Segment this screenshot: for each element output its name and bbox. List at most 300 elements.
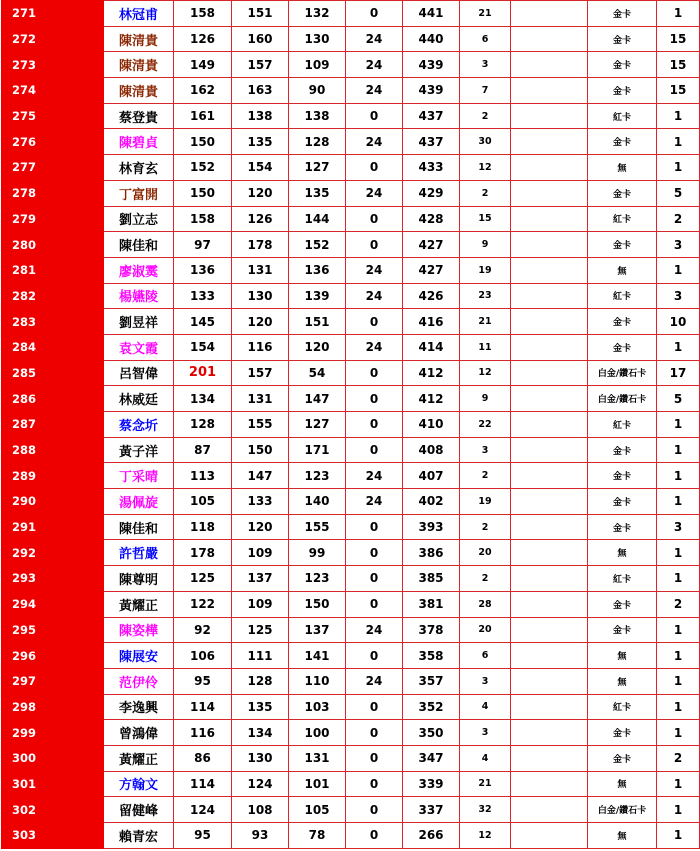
table-row [2, 745, 700, 771]
card-type-cell: 無 [588, 823, 657, 849]
score-c-cell: 123 [289, 566, 346, 592]
score-c-cell: 135 [289, 180, 346, 206]
note-cell [511, 540, 588, 566]
score-b-cell: 155 [232, 412, 289, 438]
score-b-cell: 137 [232, 566, 289, 592]
score-a-cell: 97 [174, 232, 232, 258]
rank-cell: 291 [2, 514, 104, 540]
count-cell: 3 [460, 437, 511, 463]
table-row [2, 591, 700, 617]
score-b-cell: 150 [232, 437, 289, 463]
handicap-cell: 24 [346, 257, 403, 283]
count-cell: 3 [460, 720, 511, 746]
score-c-cell: 127 [289, 412, 346, 438]
table-row [2, 155, 700, 181]
handicap-cell: 0 [346, 694, 403, 720]
total-cell: 358 [403, 643, 460, 669]
card-type-cell: 無 [588, 540, 657, 566]
card-type-cell: 金卡 [588, 437, 657, 463]
score-a-cell: 87 [174, 437, 232, 463]
times-cell: 1 [657, 694, 700, 720]
count-cell: 32 [460, 797, 511, 823]
times-cell: 1 [657, 540, 700, 566]
note-cell [511, 360, 588, 386]
total-cell: 337 [403, 797, 460, 823]
count-cell: 2 [460, 463, 511, 489]
count-cell: 28 [460, 591, 511, 617]
score-a-cell: 86 [174, 745, 232, 771]
note-cell [511, 617, 588, 643]
score-c-cell: 99 [289, 540, 346, 566]
card-type-cell: 紅卡 [588, 694, 657, 720]
count-cell: 15 [460, 206, 511, 232]
table-row [2, 334, 700, 360]
player-name-cell: 蔡念圻 [104, 412, 174, 438]
total-cell: 350 [403, 720, 460, 746]
times-cell: 15 [657, 52, 700, 78]
note-cell [511, 694, 588, 720]
player-name-cell: 陳清貴 [104, 26, 174, 52]
rank-cell: 284 [2, 334, 104, 360]
score-a-cell: 125 [174, 566, 232, 592]
handicap-cell: 0 [346, 103, 403, 129]
rank-cell: 303 [2, 823, 104, 849]
total-cell: 441 [403, 1, 460, 27]
note-cell [511, 232, 588, 258]
player-name-cell: 李逸興 [104, 694, 174, 720]
score-c-cell: 152 [289, 232, 346, 258]
player-name-cell: 陳清貴 [104, 78, 174, 104]
rank-cell: 296 [2, 643, 104, 669]
player-name-cell: 劉立志 [104, 206, 174, 232]
count-cell: 2 [460, 514, 511, 540]
times-cell: 10 [657, 309, 700, 335]
score-a-cell: 128 [174, 412, 232, 438]
times-cell: 1 [657, 797, 700, 823]
total-cell: 414 [403, 334, 460, 360]
count-cell: 30 [460, 129, 511, 155]
score-c-cell: 109 [289, 52, 346, 78]
player-name-cell: 陳佳和 [104, 514, 174, 540]
total-cell: 412 [403, 360, 460, 386]
score-a-cell: 162 [174, 78, 232, 104]
note-cell [511, 309, 588, 335]
card-type-cell: 金卡 [588, 334, 657, 360]
score-a-cell: 145 [174, 309, 232, 335]
rank-cell: 274 [2, 78, 104, 104]
score-c-cell: 138 [289, 103, 346, 129]
handicap-cell: 0 [346, 823, 403, 849]
total-cell: 339 [403, 771, 460, 797]
table-row [2, 617, 700, 643]
score-a-cell: 150 [174, 180, 232, 206]
total-cell: 381 [403, 591, 460, 617]
card-type-cell: 金卡 [588, 78, 657, 104]
count-cell: 3 [460, 52, 511, 78]
score-b-cell: 133 [232, 489, 289, 515]
times-cell: 1 [657, 463, 700, 489]
handicap-cell: 0 [346, 232, 403, 258]
score-c-cell: 103 [289, 694, 346, 720]
total-cell: 440 [403, 26, 460, 52]
total-cell: 429 [403, 180, 460, 206]
score-a-cell: 149 [174, 52, 232, 78]
count-cell: 6 [460, 26, 511, 52]
rank-cell: 290 [2, 489, 104, 515]
player-name-cell: 黃子洋 [104, 437, 174, 463]
score-b-cell: 108 [232, 797, 289, 823]
card-type-cell: 紅卡 [588, 206, 657, 232]
table-row [2, 78, 700, 104]
times-cell: 15 [657, 78, 700, 104]
times-cell: 5 [657, 180, 700, 206]
handicap-cell: 0 [346, 309, 403, 335]
player-name-cell: 陳尊明 [104, 566, 174, 592]
note-cell [511, 26, 588, 52]
times-cell: 15 [657, 26, 700, 52]
rank-cell: 283 [2, 309, 104, 335]
rank-cell: 278 [2, 180, 104, 206]
player-name-cell: 陳展安 [104, 643, 174, 669]
score-c-cell: 120 [289, 334, 346, 360]
score-c-cell: 130 [289, 26, 346, 52]
note-cell [511, 643, 588, 669]
times-cell: 2 [657, 206, 700, 232]
card-type-cell: 金卡 [588, 720, 657, 746]
handicap-cell: 24 [346, 78, 403, 104]
total-cell: 437 [403, 103, 460, 129]
score-c-cell: 136 [289, 257, 346, 283]
table-row [2, 26, 700, 52]
player-name-cell: 黃耀正 [104, 591, 174, 617]
count-cell: 4 [460, 694, 511, 720]
count-cell: 2 [460, 103, 511, 129]
score-b-cell: 134 [232, 720, 289, 746]
player-name-cell: 曾鴻偉 [104, 720, 174, 746]
score-b-cell: 111 [232, 643, 289, 669]
total-cell: 439 [403, 78, 460, 104]
total-cell: 393 [403, 514, 460, 540]
score-c-cell: 141 [289, 643, 346, 669]
total-cell: 386 [403, 540, 460, 566]
score-b-cell: 109 [232, 540, 289, 566]
rank-cell: 292 [2, 540, 104, 566]
times-cell: 1 [657, 155, 700, 181]
handicap-cell: 0 [346, 591, 403, 617]
total-cell: 357 [403, 668, 460, 694]
rank-cell: 271 [2, 1, 104, 27]
score-b-cell: 154 [232, 155, 289, 181]
count-cell: 2 [460, 180, 511, 206]
card-type-cell: 金卡 [588, 514, 657, 540]
count-cell: 20 [460, 617, 511, 643]
score-a-cell: 154 [174, 334, 232, 360]
player-name-cell: 袁文霞 [104, 334, 174, 360]
rank-cell: 288 [2, 437, 104, 463]
card-type-cell: 金卡 [588, 617, 657, 643]
count-cell: 2 [460, 566, 511, 592]
score-c-cell: 131 [289, 745, 346, 771]
total-cell: 427 [403, 232, 460, 258]
times-cell: 3 [657, 283, 700, 309]
note-cell [511, 412, 588, 438]
player-name-cell: 林育玄 [104, 155, 174, 181]
count-cell: 9 [460, 386, 511, 412]
score-c-cell: 78 [289, 823, 346, 849]
count-cell: 6 [460, 643, 511, 669]
handicap-cell: 24 [346, 668, 403, 694]
total-cell: 427 [403, 257, 460, 283]
card-type-cell: 無 [588, 771, 657, 797]
rank-cell: 273 [2, 52, 104, 78]
rank-cell: 272 [2, 26, 104, 52]
times-cell: 1 [657, 412, 700, 438]
handicap-cell: 0 [346, 797, 403, 823]
player-name-cell: 范伊伶 [104, 668, 174, 694]
times-cell: 1 [657, 437, 700, 463]
score-b-cell: 157 [232, 360, 289, 386]
note-cell [511, 1, 588, 27]
card-type-cell: 無 [588, 643, 657, 669]
count-cell: 23 [460, 283, 511, 309]
table-row [2, 643, 700, 669]
handicap-cell: 0 [346, 745, 403, 771]
handicap-cell: 24 [346, 26, 403, 52]
note-cell [511, 52, 588, 78]
score-b-cell: 178 [232, 232, 289, 258]
rank-cell: 295 [2, 617, 104, 643]
handicap-cell: 0 [346, 206, 403, 232]
card-type-cell: 紅卡 [588, 103, 657, 129]
handicap-cell: 0 [346, 437, 403, 463]
score-a-cell: 158 [174, 206, 232, 232]
table-row [2, 386, 700, 412]
count-cell: 21 [460, 309, 511, 335]
score-a-cell: 124 [174, 797, 232, 823]
table-row [2, 103, 700, 129]
rank-cell: 279 [2, 206, 104, 232]
score-a-cell: 113 [174, 463, 232, 489]
table-row [2, 771, 700, 797]
note-cell [511, 591, 588, 617]
note-cell [511, 180, 588, 206]
score-c-cell: 132 [289, 1, 346, 27]
score-c-cell: 155 [289, 514, 346, 540]
score-a-cell: 114 [174, 694, 232, 720]
handicap-cell: 24 [346, 489, 403, 515]
card-type-cell: 金卡 [588, 129, 657, 155]
times-cell: 1 [657, 489, 700, 515]
card-type-cell: 紅卡 [588, 566, 657, 592]
rank-cell: 276 [2, 129, 104, 155]
table-row [2, 52, 700, 78]
table-row [2, 180, 700, 206]
score-b-cell: 163 [232, 78, 289, 104]
table-row [2, 206, 700, 232]
total-cell: 407 [403, 463, 460, 489]
handicap-cell: 0 [346, 514, 403, 540]
total-cell: 433 [403, 155, 460, 181]
handicap-cell: 0 [346, 360, 403, 386]
total-cell: 266 [403, 823, 460, 849]
card-type-cell: 金卡 [588, 180, 657, 206]
rank-cell: 282 [2, 283, 104, 309]
count-cell: 12 [460, 155, 511, 181]
player-name-cell: 方翰文 [104, 771, 174, 797]
card-type-cell: 金卡 [588, 463, 657, 489]
note-cell [511, 386, 588, 412]
handicap-cell: 0 [346, 1, 403, 27]
score-b-cell: 131 [232, 257, 289, 283]
card-type-cell: 金卡 [588, 52, 657, 78]
score-a-cell: 122 [174, 591, 232, 617]
score-c-cell: 105 [289, 797, 346, 823]
rank-cell: 277 [2, 155, 104, 181]
score-a-cell: 178 [174, 540, 232, 566]
handicap-cell: 24 [346, 52, 403, 78]
player-name-cell: 賴青宏 [104, 823, 174, 849]
handicap-cell: 0 [346, 720, 403, 746]
table-row [2, 514, 700, 540]
player-name-cell: 許哲嚴 [104, 540, 174, 566]
card-type-cell: 金卡 [588, 26, 657, 52]
handicap-cell: 24 [346, 617, 403, 643]
score-a-cell: 95 [174, 823, 232, 849]
score-b-cell: 131 [232, 386, 289, 412]
table-row [2, 694, 700, 720]
player-name-cell: 陳姿樺 [104, 617, 174, 643]
handicap-cell: 0 [346, 412, 403, 438]
card-type-cell: 白金/鑽石卡 [588, 360, 657, 386]
rank-cell: 286 [2, 386, 104, 412]
rank-cell: 275 [2, 103, 104, 129]
note-cell [511, 334, 588, 360]
table-row [2, 463, 700, 489]
score-a-cell: 106 [174, 643, 232, 669]
note-cell [511, 463, 588, 489]
handicap-cell: 0 [346, 771, 403, 797]
player-name-cell: 丁富開 [104, 180, 174, 206]
player-name-cell: 陳清貴 [104, 52, 174, 78]
score-a-cell: 152 [174, 155, 232, 181]
handicap-cell: 0 [346, 540, 403, 566]
score-a-cell: 161 [174, 103, 232, 129]
table-row [2, 566, 700, 592]
note-cell [511, 668, 588, 694]
rank-cell: 281 [2, 257, 104, 283]
rank-cell: 287 [2, 412, 104, 438]
count-cell: 9 [460, 232, 511, 258]
table-row [2, 232, 700, 258]
score-b-cell: 151 [232, 1, 289, 27]
rank-cell: 294 [2, 591, 104, 617]
note-cell [511, 103, 588, 129]
player-name-cell: 劉昱祥 [104, 309, 174, 335]
total-cell: 416 [403, 309, 460, 335]
handicap-cell: 24 [346, 129, 403, 155]
card-type-cell: 無 [588, 668, 657, 694]
score-b-cell: 157 [232, 52, 289, 78]
score-c-cell: 54 [289, 360, 346, 386]
times-cell: 1 [657, 129, 700, 155]
count-cell: 12 [460, 823, 511, 849]
score-c-cell: 110 [289, 668, 346, 694]
card-type-cell: 金卡 [588, 232, 657, 258]
score-a-cell: 126 [174, 26, 232, 52]
score-a-cell: 105 [174, 489, 232, 515]
score-b-cell: 135 [232, 694, 289, 720]
count-cell: 21 [460, 1, 511, 27]
score-a-cell: 116 [174, 720, 232, 746]
times-cell: 1 [657, 566, 700, 592]
score-c-cell: 90 [289, 78, 346, 104]
table-row [2, 129, 700, 155]
total-cell: 352 [403, 694, 460, 720]
total-cell: 402 [403, 489, 460, 515]
rankings-table [1, 0, 700, 849]
score-b-cell: 120 [232, 514, 289, 540]
table-row [2, 797, 700, 823]
card-type-cell: 金卡 [588, 309, 657, 335]
player-name-cell: 黃耀正 [104, 745, 174, 771]
total-cell: 412 [403, 386, 460, 412]
score-b-cell: 138 [232, 103, 289, 129]
rank-cell: 289 [2, 463, 104, 489]
times-cell: 2 [657, 591, 700, 617]
rank-cell: 302 [2, 797, 104, 823]
times-cell: 1 [657, 668, 700, 694]
table-row [2, 540, 700, 566]
player-name-cell: 楊嬿陵 [104, 283, 174, 309]
note-cell [511, 78, 588, 104]
score-c-cell: 139 [289, 283, 346, 309]
score-b-cell: 130 [232, 745, 289, 771]
times-cell: 17 [657, 360, 700, 386]
score-a-cell: 158 [174, 1, 232, 27]
score-c-cell: 137 [289, 617, 346, 643]
note-cell [511, 257, 588, 283]
score-b-cell: 160 [232, 26, 289, 52]
table-row [2, 1, 700, 27]
card-type-cell: 紅卡 [588, 283, 657, 309]
handicap-cell: 0 [346, 643, 403, 669]
score-c-cell: 100 [289, 720, 346, 746]
card-type-cell: 金卡 [588, 591, 657, 617]
times-cell: 1 [657, 334, 700, 360]
times-cell: 1 [657, 823, 700, 849]
card-type-cell: 白金/鑽石卡 [588, 386, 657, 412]
card-type-cell: 無 [588, 257, 657, 283]
times-cell: 3 [657, 514, 700, 540]
score-c-cell: 147 [289, 386, 346, 412]
note-cell [511, 489, 588, 515]
player-name-cell: 林威廷 [104, 386, 174, 412]
handicap-cell: 24 [346, 283, 403, 309]
table-row [2, 360, 700, 386]
card-type-cell: 金卡 [588, 745, 657, 771]
score-b-cell: 135 [232, 129, 289, 155]
count-cell: 12 [460, 360, 511, 386]
note-cell [511, 566, 588, 592]
score-c-cell: 128 [289, 129, 346, 155]
score-a-cell: 95 [174, 668, 232, 694]
times-cell: 5 [657, 386, 700, 412]
score-c-cell: 144 [289, 206, 346, 232]
table-row [2, 412, 700, 438]
count-cell: 3 [460, 668, 511, 694]
note-cell [511, 823, 588, 849]
times-cell: 1 [657, 103, 700, 129]
